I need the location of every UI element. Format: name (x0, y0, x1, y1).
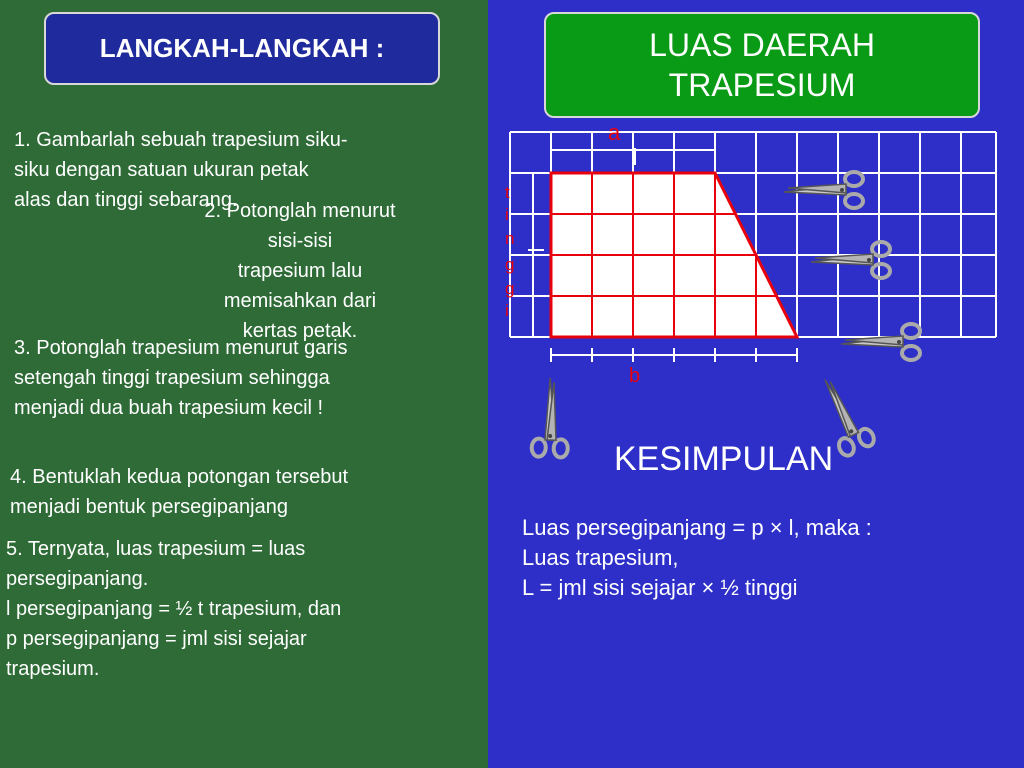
step-2: 2. Potonglah menurut sisi-sisi trapesium lalu memisahkan dari kertas petak. (204, 200, 396, 342)
step-4: 4. Bentuklah kedua potongan tersebut menjadi bentuk persegipanjang (10, 466, 349, 518)
height-letter: g (505, 255, 515, 274)
step-1: 1. Gambarlah sebuah trapesium siku- siku dengan satuan ukuran petak alas dan tinggi sebarang. (14, 129, 348, 211)
height-letter: i (505, 205, 509, 224)
slide-title (544, 12, 980, 118)
scissors-icon (841, 324, 920, 360)
conclusion-text: Luas persegipanjang = p × l, maka : Luas trapesium, L = jml sisi sejajar × ½ tinggi (522, 515, 872, 600)
height-letter: i (505, 301, 509, 320)
step-5: 5. Ternyata, luas trapesium = luas persegipanjang. l persegipanjang = ½ t trapesium, dan p persegipanjang = jml sisi sejajar trapesium. (6, 538, 342, 680)
scissors-icon (784, 172, 863, 208)
steps-heading (44, 12, 440, 85)
height-letter: n (505, 229, 515, 248)
top-base-label: a (608, 120, 621, 145)
bottom-base-label: b (629, 365, 641, 387)
step-3: 3. Potonglah trapesium menurut garis setengah tinggi trapesium sehingga menjadi dua buah trapesium kecil ! (14, 337, 348, 419)
conclusion-heading: KESIMPULAN (614, 440, 834, 478)
height-letter: g (505, 279, 515, 298)
scissors-icon (531, 377, 570, 457)
trapezoid-diagram (488, 110, 1024, 490)
slide-title-text: LUAS DAERAH TRAPESIUM (649, 27, 875, 103)
height-letter: t (505, 183, 510, 202)
steps-heading-text: LANGKAH-LANGKAH : (99, 33, 385, 63)
